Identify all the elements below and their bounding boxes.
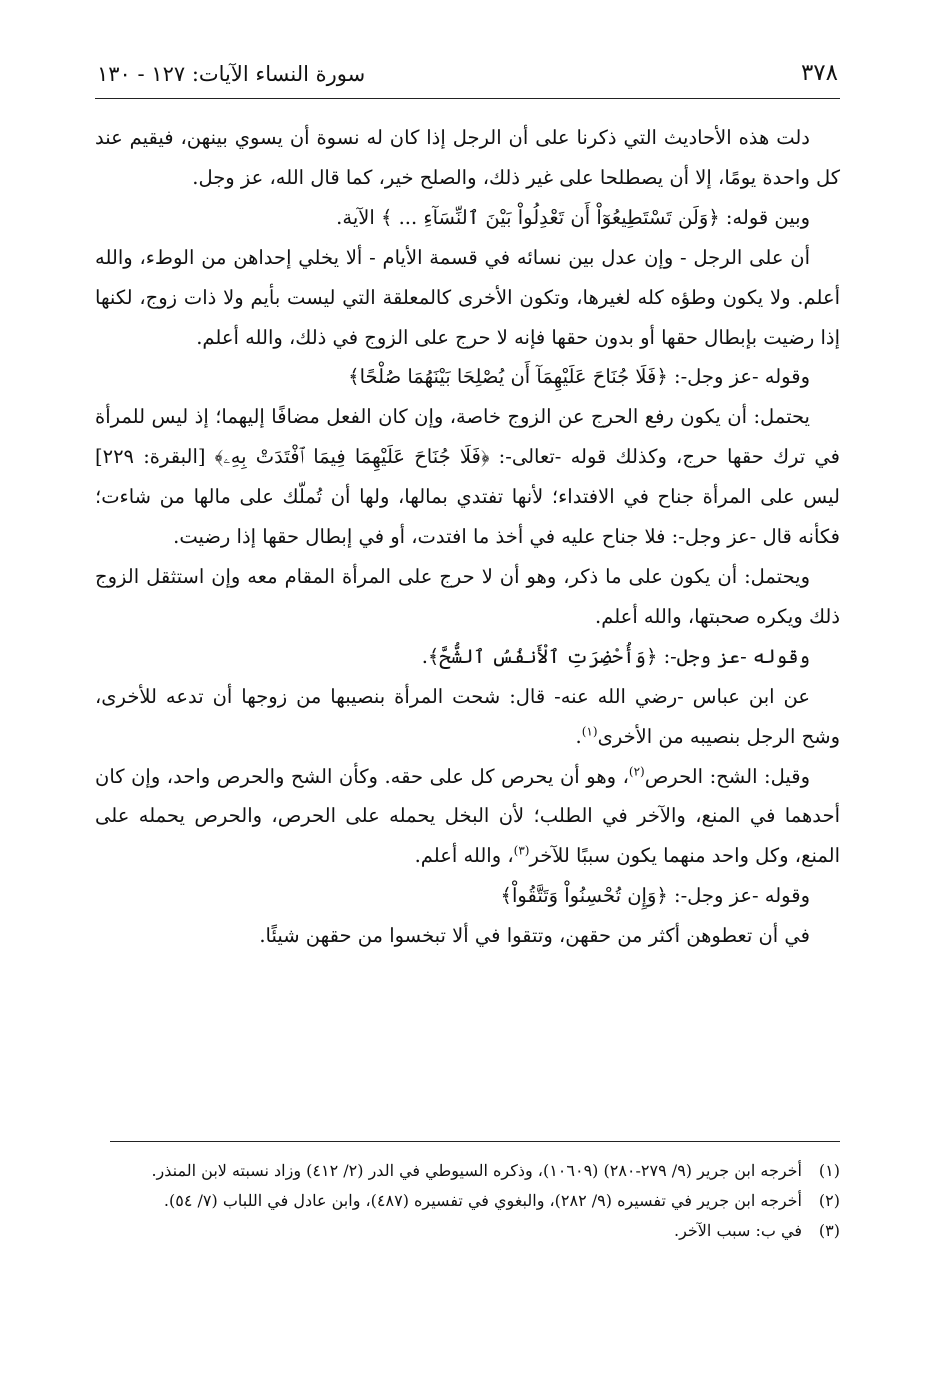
- footnote-divider: [110, 1141, 840, 1142]
- page-header: [95, 60, 840, 99]
- footnote: [95, 1218, 840, 1244]
- paragraph: أن على الرجل - وإن عدل بين نسائه في قسمة الأيام - ألا يخلي إحداهن من الوطء، والله أعلم. ولا يكون وطؤه كله لغيرها، وتكون الأخرى كالمعلقة التي ليست بأيم ولا ذات زوج، لكنها إذا رضيت بإبطال حقها أو بدون حقها فإنه لا حرج على الزوج في ذلك، والله أعلم.: [95, 245, 840, 349]
- page-number: ٣٧٨: [800, 60, 838, 86]
- paragraph-verse: وقوله -عز وجل-: ﴿وَأُحْضِرَتِ ٱلْأَنفُسُ ٱلشُّحَّ﴾.: [421, 644, 810, 668]
- footnote-number: (٣): [818, 1221, 840, 1240]
- paragraph: يحتمل: أن يكون رفع الحرج عن الزوج خاصة، وإن كان الفعل مضافًا إليهما؛ إذ ليس للمرأة في ترك حقها حرج، وكذلك قوله -تعالى-: ﴿فَلَا جُنَاحَ عَلَيْهِمَا فِيمَا ٱفْتَدَتْ بِهِۦ﴾ [البقرة: ٢٢٩] ليس على المرأة جناح في الافتداء؛ لأنها تفتدي بمالها، ولها أن تُملّك على مالها من شاءت؛ فكأنه قال -عز وجل-: فلا جناح عليه في أخذ ما افتدت، أو في إبطال حقها إذا رضيت.: [95, 405, 840, 549]
- footnote-text: في ب: سبب الآخر.: [673, 1221, 802, 1240]
- footnote-ref[interactable]: (٢): [628, 764, 645, 778]
- paragraph-verse: وقوله -عز وجل-: ﴿وَإِن تُحْسِنُواْ وَتَتَّقُواْ﴾: [500, 884, 810, 908]
- footnote-text: أخرجه ابن جرير (٩/ ٢٧٩-٢٨٠) (١٠٦٠٩)، وذكره السيوطي في الدر (٢/ ٤١٢) وزاد نسبته لابن المنذر.: [151, 1161, 802, 1180]
- footnote-number: (١): [818, 1161, 840, 1180]
- running-title: سورة النساء الآيات: ١٢٧ - ١٣٠: [97, 62, 366, 86]
- text-segment: ، والله أعلم.: [414, 844, 514, 868]
- paragraph: في أن تعطوهن أكثر من حقهن، وتتقوا في ألا تبخسوا من حقهن شيئًا.: [259, 924, 810, 948]
- footnote-ref[interactable]: (٣): [513, 843, 530, 858]
- paragraph: [95, 757, 840, 877]
- footnote-text: أخرجه ابن جرير في تفسيره (٩/ ٢٨٢)، والبغوي في تفسيره (٤٨٧)، وابن عادل في اللباب (٧/ ٥٤).: [163, 1191, 802, 1210]
- paragraph-verse: وبين قوله: ﴿وَلَن تَسْتَطِيعُوٓاْ أَن تَعْدِلُواْ بَيْنَ ٱلنِّسَآءِ ... ﴾ الآية.: [336, 205, 810, 229]
- paragraph-verse: وقوله -عز وجل-: ﴿فَلَا جُنَاحَ عَلَيْهِمَآ أَن يُصْلِحَا بَيْنَهُمَا صُلْحًا﴾: [348, 365, 810, 389]
- text-segment: وقيل: الشح: الحرص: [644, 764, 810, 788]
- text-segment: ، وهو أن يحرص كل على حقه. وكأن الشح والحرص واحد، وإن كان أحدهما في المنع، والآخر في الطلب؛ لأن البخل يحمله على الحرص، والحرص يحمله على المنع، وكل واحد منهما يكون سببًا للآخر: [95, 764, 840, 868]
- footnote: [95, 1158, 840, 1184]
- main-text: [95, 118, 840, 956]
- paragraph: ويحتمل: أن يكون على ما ذكر، وهو أن لا حرج على المرأة المقام معه وإن استثقل الزوج ذلك ويكره صحبتها، والله أعلم.: [95, 564, 840, 628]
- footnote-number: (٢): [818, 1191, 840, 1210]
- footnote: [95, 1188, 840, 1214]
- footnotes: [95, 1158, 840, 1248]
- footnote-ref[interactable]: (١): [581, 724, 598, 739]
- paragraph: [95, 677, 840, 757]
- text-segment: عن ابن عباس -رضي الله عنه- قال: شحت المرأة بنصيبها من زوجها أن تدعه للأخرى، وشح الرجل بنصيبه من الأخرى: [95, 684, 840, 748]
- paragraph: دلت هذه الأحاديث التي ذكرنا على أن الرجل إذا كان له نسوة أن يسوي بينهن، فيقيم عند كل واحدة يومًا، إلا أن يصطلحا على غير ذلك، والصلح خير، كما قال الله، عز وجل.: [95, 126, 840, 189]
- text-segment: .: [575, 724, 582, 748]
